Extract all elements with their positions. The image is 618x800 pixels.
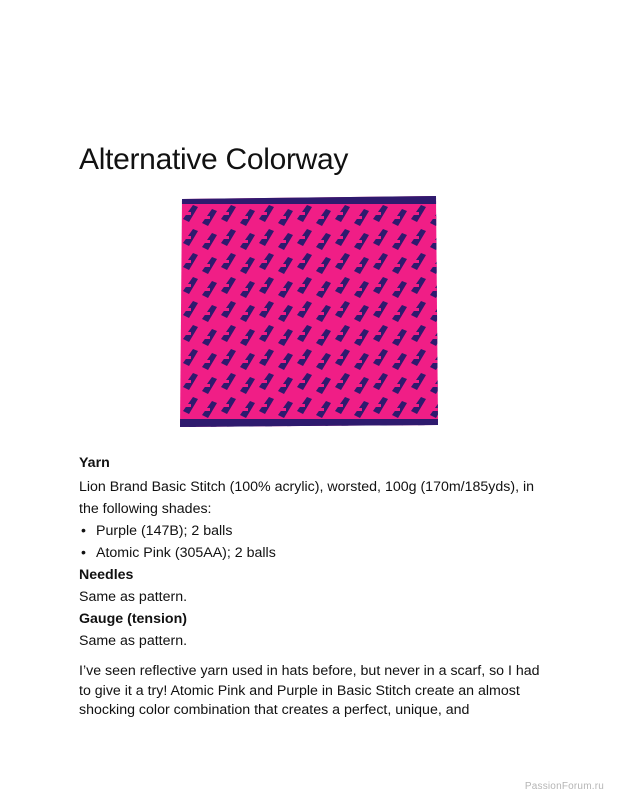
knit-slip-mark bbox=[280, 360, 286, 363]
knit-slip-mark bbox=[204, 336, 210, 339]
knit-slip-mark bbox=[280, 408, 286, 411]
knit-slip-mark bbox=[299, 356, 305, 359]
knit-slip-mark bbox=[413, 428, 419, 429]
knit-slip-mark bbox=[394, 384, 400, 387]
knit-slip-mark bbox=[356, 312, 362, 315]
knit-slip-mark bbox=[299, 212, 305, 215]
list-item bbox=[79, 542, 549, 564]
knit-slip-mark bbox=[280, 384, 286, 387]
knit-slip-mark bbox=[204, 408, 210, 411]
gauge-heading: Gauge (tension) bbox=[79, 611, 187, 627]
yarn-description: Lion Brand Basic Stitch (100% acrylic), worsted, 100g (170m/185yds), in the following shades: bbox=[79, 479, 535, 517]
knit-slip-mark bbox=[204, 288, 210, 291]
knit-slip-mark bbox=[413, 212, 419, 215]
knit-slip-mark bbox=[223, 380, 229, 383]
knit-slip-mark bbox=[413, 236, 419, 239]
knit-slip-mark bbox=[261, 236, 267, 239]
knit-slip-mark bbox=[204, 384, 210, 387]
knit-slip-mark bbox=[204, 312, 210, 315]
knit-slip-mark bbox=[223, 404, 229, 407]
knit-slip-mark bbox=[375, 332, 381, 335]
knit-slip-mark bbox=[356, 336, 362, 339]
knit-slip-mark bbox=[242, 384, 248, 387]
knit-slip-mark bbox=[375, 260, 381, 263]
knit-slip-mark bbox=[299, 380, 305, 383]
knit-slip-mark bbox=[318, 288, 324, 291]
watermark: PassionForum.ru bbox=[524, 781, 604, 792]
knit-slip-mark bbox=[318, 264, 324, 267]
knit-slip-mark bbox=[413, 380, 419, 383]
knit-slip-mark bbox=[432, 336, 438, 339]
knit-slip-mark bbox=[413, 356, 419, 359]
knit-slip-mark bbox=[261, 356, 267, 359]
gauge-text: Same as pattern. bbox=[79, 633, 188, 649]
list-item bbox=[79, 520, 549, 542]
knit-slip-mark bbox=[204, 360, 210, 363]
knitted-swatch-image bbox=[178, 193, 440, 429]
bullet-icon: • bbox=[81, 545, 86, 561]
knit-slip-mark bbox=[375, 356, 381, 359]
knit-slip-mark bbox=[280, 240, 286, 243]
knit-slip-mark bbox=[375, 236, 381, 239]
knit-slip-mark bbox=[356, 240, 362, 243]
knit-leaf-mark bbox=[430, 425, 440, 429]
knit-slip-mark bbox=[375, 428, 381, 429]
knit-slip-mark bbox=[394, 408, 400, 411]
knit-slip-mark bbox=[280, 264, 286, 267]
knit-slip-mark bbox=[394, 240, 400, 243]
knit-slip-mark bbox=[394, 336, 400, 339]
knit-slip-mark bbox=[337, 428, 343, 429]
knit-slip-mark bbox=[261, 212, 267, 215]
knit-slip-mark bbox=[299, 404, 305, 407]
knit-slip-mark bbox=[375, 404, 381, 407]
knit-slip-mark bbox=[299, 308, 305, 311]
knit-slip-mark bbox=[432, 312, 438, 315]
knit-slip-mark bbox=[242, 240, 248, 243]
knit-slip-mark bbox=[394, 288, 400, 291]
knit-slip-mark bbox=[223, 428, 229, 429]
knit-slip-mark bbox=[299, 260, 305, 263]
knit-slip-mark bbox=[337, 236, 343, 239]
knit-slip-mark bbox=[223, 284, 229, 287]
knit-slip-mark bbox=[280, 216, 286, 219]
knit-slip-mark bbox=[356, 216, 362, 219]
knit-slip-mark bbox=[413, 284, 419, 287]
knit-slip-mark bbox=[261, 308, 267, 311]
knit-slip-mark bbox=[318, 240, 324, 243]
knit-slip-mark bbox=[185, 308, 191, 311]
knit-slip-mark bbox=[242, 408, 248, 411]
knit-slip-mark bbox=[318, 216, 324, 219]
shade-label: Atomic Pink (305AA); 2 balls bbox=[96, 545, 276, 561]
knit-slip-mark bbox=[432, 216, 438, 219]
knit-slip-mark bbox=[318, 384, 324, 387]
knit-slip-mark bbox=[432, 384, 438, 387]
knit-slip-mark bbox=[223, 308, 229, 311]
shade-label: Purple (147B); 2 balls bbox=[96, 523, 233, 539]
knit-slip-mark bbox=[356, 408, 362, 411]
knit-slip-mark bbox=[242, 360, 248, 363]
knit-slip-mark bbox=[337, 380, 343, 383]
knit-slip-mark bbox=[261, 380, 267, 383]
knit-slip-mark bbox=[242, 216, 248, 219]
knit-slip-mark bbox=[185, 356, 191, 359]
knit-slip-mark bbox=[185, 404, 191, 407]
story-paragraph: I’ve seen reflective yarn used in hats before, but never in a scarf, so I had to give it a try! Atomic Pink and Purple in Basic Stitch create an almost shocking color combination that creates a perfect, unique, and bbox=[79, 663, 540, 718]
knit-slip-mark bbox=[261, 404, 267, 407]
knit-slip-mark bbox=[375, 380, 381, 383]
knit-slip-mark bbox=[356, 288, 362, 291]
knit-slip-mark bbox=[375, 284, 381, 287]
knit-slip-mark bbox=[356, 360, 362, 363]
knit-slip-mark bbox=[318, 360, 324, 363]
knit-slip-mark bbox=[280, 312, 286, 315]
bullet-icon: • bbox=[81, 523, 86, 539]
knit-slip-mark bbox=[432, 360, 438, 363]
knit-slip-mark bbox=[185, 428, 191, 429]
knit-slip-mark bbox=[299, 332, 305, 335]
knit-slip-mark bbox=[337, 356, 343, 359]
knit-slip-mark bbox=[185, 212, 191, 215]
knit-slip-mark bbox=[394, 216, 400, 219]
knit-slip-mark bbox=[432, 240, 438, 243]
knit-slip-mark bbox=[223, 236, 229, 239]
page-title: Alternative Colorway bbox=[79, 143, 349, 176]
knit-leaf-mark bbox=[392, 425, 407, 429]
knit-slip-mark bbox=[204, 240, 210, 243]
knit-slip-mark bbox=[375, 212, 381, 215]
knit-slip-mark bbox=[299, 428, 305, 429]
knit-slip-mark bbox=[413, 404, 419, 407]
knit-slip-mark bbox=[223, 332, 229, 335]
knit-slip-mark bbox=[261, 428, 267, 429]
knit-slip-mark bbox=[242, 336, 248, 339]
knit-slip-mark bbox=[337, 332, 343, 335]
knit-slip-mark bbox=[337, 284, 343, 287]
knit-slip-mark bbox=[356, 384, 362, 387]
knit-slip-mark bbox=[261, 260, 267, 263]
knit-slip-mark bbox=[261, 332, 267, 335]
knit-slip-mark bbox=[185, 380, 191, 383]
knit-slip-mark bbox=[375, 308, 381, 311]
knit-slip-mark bbox=[299, 236, 305, 239]
yarn-shades-list bbox=[79, 520, 549, 564]
knit-slip-mark bbox=[413, 260, 419, 263]
knit-slip-mark bbox=[356, 264, 362, 267]
knit-slip-mark bbox=[299, 284, 305, 287]
materials-section bbox=[79, 452, 549, 652]
knit-slip-mark bbox=[242, 264, 248, 267]
knit-slip-mark bbox=[432, 288, 438, 291]
knit-slip-mark bbox=[337, 308, 343, 311]
knit-slip-mark bbox=[413, 332, 419, 335]
knit-slip-mark bbox=[318, 312, 324, 315]
knit-slip-mark bbox=[261, 284, 267, 287]
knit-slip-mark bbox=[223, 356, 229, 359]
knit-slip-mark bbox=[394, 360, 400, 363]
knit-slip-mark bbox=[337, 404, 343, 407]
knit-slip-mark bbox=[394, 312, 400, 315]
knit-slip-mark bbox=[413, 308, 419, 311]
needles-text: Same as pattern. bbox=[79, 589, 188, 605]
knit-slip-mark bbox=[185, 236, 191, 239]
knit-slip-mark bbox=[432, 408, 438, 411]
knit-slip-mark bbox=[242, 288, 248, 291]
knit-slip-mark bbox=[337, 260, 343, 263]
knit-slip-mark bbox=[204, 216, 210, 219]
knit-slip-mark bbox=[223, 260, 229, 263]
knit-slip-mark bbox=[337, 212, 343, 215]
knit-slip-mark bbox=[280, 336, 286, 339]
knit-slip-mark bbox=[242, 312, 248, 315]
knit-slip-mark bbox=[280, 288, 286, 291]
knit-slip-mark bbox=[204, 264, 210, 267]
knit-slip-mark bbox=[318, 408, 324, 411]
knit-slip-mark bbox=[432, 264, 438, 267]
knit-slip-mark bbox=[394, 264, 400, 267]
knit-slip-mark bbox=[185, 332, 191, 335]
knit-slip-mark bbox=[185, 260, 191, 263]
yarn-heading: Yarn bbox=[79, 455, 110, 471]
needles-heading: Needles bbox=[79, 567, 134, 583]
knit-slip-mark bbox=[223, 212, 229, 215]
knit-slip-mark bbox=[185, 284, 191, 287]
knit-slip-mark bbox=[318, 336, 324, 339]
